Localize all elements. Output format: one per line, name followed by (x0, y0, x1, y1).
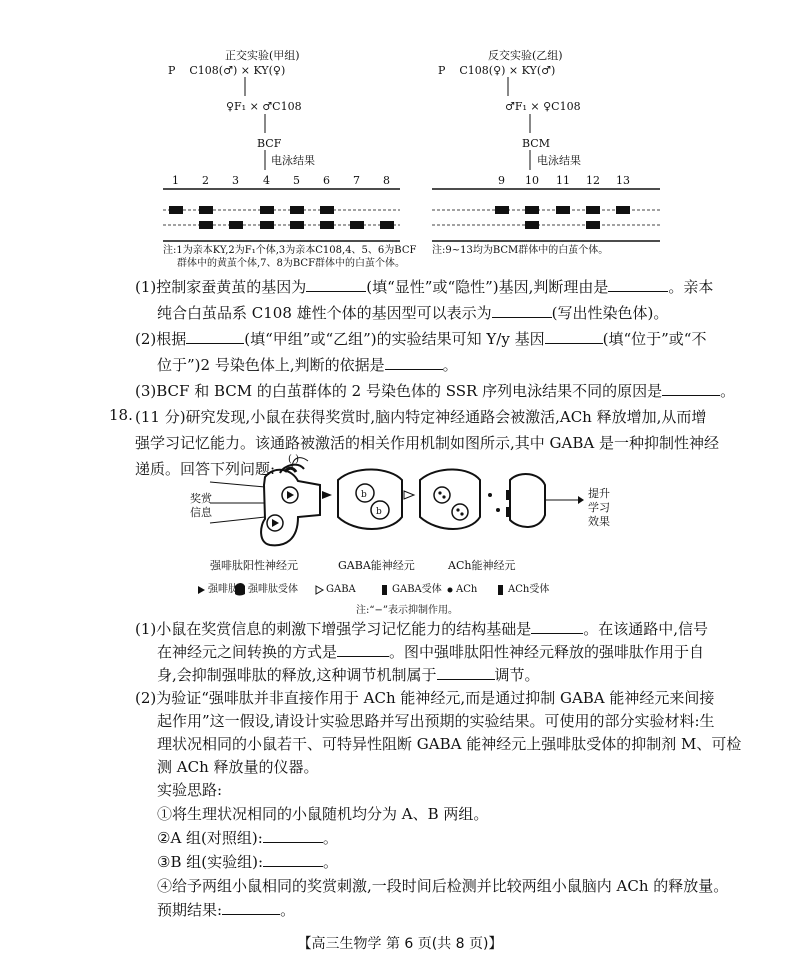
neuron-label-1: 强啡肽阳性神经元 (210, 559, 298, 572)
q17-part2-line1: (2)根据 (填“甲组”或“乙组”)的实验结果可知 Y/y 基因 (填“位于”或“不 (135, 330, 707, 348)
page-footer: 【高三生物学 第 6 页(共 8 页)】 (297, 936, 503, 952)
band-9-top (495, 206, 509, 214)
cross-b-parent-line: P C108(♀) × KY(♂) (438, 64, 556, 77)
q18-number: 18. (109, 406, 133, 424)
diagram-output-label-2: 学习 (588, 501, 610, 514)
band-4-bottom (260, 221, 274, 229)
cross-a-f1-line: ♀F₁ × ♂C108 (226, 100, 302, 113)
diagram-output-label-3: 效果 (588, 515, 610, 528)
lane-label: 9 (498, 174, 505, 187)
step-4: ④给予两组小鼠相同的奖赏刺激,一段时间后检测并比较两组小鼠脑内 ACh 的释放量。 (157, 877, 729, 895)
cross-a-title: 正交实验(甲组) (225, 49, 300, 62)
diagram-output-label-1: 提升 (588, 487, 610, 500)
svg-text:b: b (376, 507, 382, 517)
lane-label: 5 (293, 174, 300, 187)
diagram-note: 注:“−”表示抑制作用。 (356, 605, 458, 616)
band-2-top (199, 206, 213, 214)
lane-label: 2 (202, 174, 209, 187)
band-3-bottom (229, 221, 243, 229)
q17-part1-line1: (1)控制家蚕黄茧的基因为 (填“显性”或“隐性”)基因,判断理由是 。亲本 (135, 278, 714, 296)
experiment-idea-label: 实验思路: (157, 781, 223, 799)
band-10-bottom (525, 221, 539, 229)
band-4-top (260, 206, 274, 214)
lane-label: 1 (172, 174, 179, 187)
legend-dynorphin: 强啡肽 (208, 584, 238, 595)
diagram-input-label-2: 信息 (190, 506, 212, 519)
q18-intro-1: (11 分)研究发现,小鼠在获得奖赏时,脑内特定神经通路会被激活,ACh 释放增加,从而增 (135, 408, 707, 426)
band-5-bottom (290, 221, 304, 229)
lane-label: 13 (616, 174, 630, 187)
band-10-top (525, 206, 539, 214)
lane-label: 11 (556, 174, 570, 187)
cross-a-electro-label: 电泳结果 (271, 154, 315, 167)
legend-gaba-receptor: GABA受体 (392, 584, 442, 595)
q18-part2-line1: (2)为验证“强啡肽并非直接作用于 ACh 能神经元,而是通过抑制 GABA 能神经元来间接 (135, 689, 715, 707)
q17-part3: (3)BCF 和 BCM 的白茧群体的 2 号染色体的 SSR 序列电泳结果不同的原因是 。 (135, 382, 736, 400)
q18-part2-line3: 理状况相同的小鼠若干、可特异性阻断 GABA 能神经元上强啡肽受体的抑制剂 M、可检 (157, 735, 742, 753)
q17-part2-line2: 位于”)2 号染色体上,判断的依据是 。 (157, 356, 458, 374)
cross-b-f1-line: ♂F₁ × ♀C108 (505, 100, 581, 113)
step-2: ②A 组(对照组): 。 (157, 829, 338, 847)
lane-label: 4 (263, 174, 270, 187)
band-11-top (556, 206, 570, 214)
gel-diagrams (0, 0, 800, 270)
step-3: ③B 组(实验组): 。 (157, 853, 339, 871)
q18-part1-line3: 身,会抑制强啡肽的释放,这种调节机制属于 调节。 (157, 666, 540, 684)
cross-a-bc: BCF (257, 137, 282, 150)
legend-ach-receptor: ACh受体 (508, 584, 550, 595)
band-8-bottom (380, 221, 394, 229)
lane-label: 3 (232, 174, 239, 187)
lane-label: 7 (353, 174, 360, 187)
q18-part2-line4: 测 ACh 释放量的仪器。 (157, 758, 319, 776)
band-7-bottom (350, 221, 364, 229)
q18-part2-line2: 起作用”这一假设,请设计实验思路并写出预期的实验结果。可使用的部分实验材料:生 (157, 712, 715, 730)
neuron-label-3: ACh能神经元 (448, 559, 516, 572)
legend-dynorphin-receptor: 强啡肽受体 (248, 584, 298, 595)
lane-label: 12 (586, 174, 600, 187)
gel-b-note: 注:9~13均为BCM群体中的白茧个体。 (432, 245, 609, 256)
q17-part1-line2: 纯合白茧品系 C108 雄性个体的基因型可以表示为 (写出性染色体)。 (157, 304, 669, 322)
legend-gaba: GABA (326, 584, 356, 595)
band-6-top (320, 206, 334, 214)
band-12-top (586, 206, 600, 214)
band-13-top (616, 206, 630, 214)
cross-b-title: 反交实验(乙组) (488, 49, 563, 62)
svg-text:b: b (361, 490, 367, 500)
cross-a-parent-line: P C108(♂) × KY(♀) (168, 64, 286, 77)
q18-part1-line2: 在神经元之间转换的方式是 。图中强啡肽阳性神经元释放的强啡肽作用于自 (157, 643, 705, 661)
q18-intro-3: 递质。回答下列问题: (135, 460, 276, 478)
legend-ach: ACh (456, 584, 478, 595)
prediction: 预期结果: 。 (157, 901, 296, 919)
diagram-inhibition-mark: ( ) (288, 454, 299, 465)
band-12-bottom (586, 221, 600, 229)
q18-part1-line1: (1)小鼠在奖赏信息的刺激下增强学习记忆能力的结构基础是 。在该通路中,信号 (135, 620, 709, 638)
lane-label: 6 (323, 174, 330, 187)
band-5-top (290, 206, 304, 214)
lane-label: 10 (525, 174, 539, 187)
cross-b-bc: BCM (522, 137, 550, 150)
gel-a-note-1: 注:1为亲本KY,2为F₁个体,3为亲本C108,4、5、6为BCF (163, 245, 417, 256)
band-2-bottom (199, 221, 213, 229)
lane-label: 8 (383, 174, 390, 187)
cross-b-electro-label: 电泳结果 (537, 154, 581, 167)
band-6-bottom (320, 221, 334, 229)
diagram-input-label-1: 奖赏 (190, 492, 212, 505)
step-1: ①将生理状况相同的小鼠随机均分为 A、B 两组。 (157, 805, 489, 823)
band-1-top (169, 206, 183, 214)
neuron-label-2: GABA能神经元 (338, 559, 415, 572)
gel-a-note-2: 群体中的黄茧个体,7、8为BCF群体中的白茧个体。 (177, 258, 406, 269)
q18-intro-2: 强学习记忆能力。该通路被激活的相关作用机制如图所示,其中 GABA 是一种抑制性神经 (135, 434, 719, 452)
